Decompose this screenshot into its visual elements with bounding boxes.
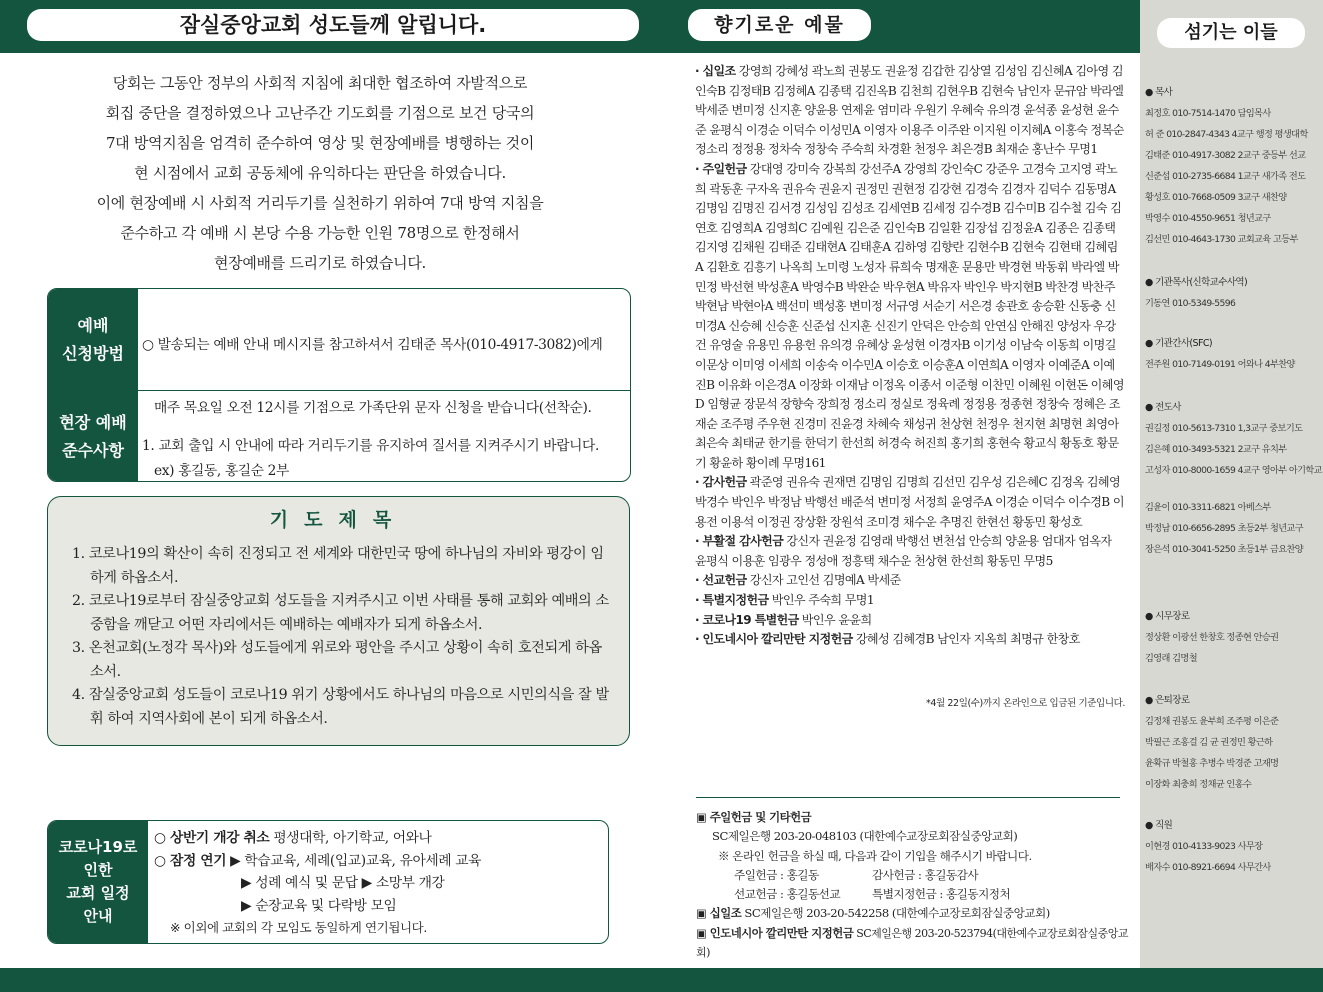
intro-line: 현 시점에서 교회 공동체에 유익하다는 판단을 하였습니다. [134, 164, 506, 182]
sunday-label: · 주일헌금 [695, 161, 747, 176]
corona-note: ※ 이외에 교회의 각 모임도 동일하게 연기됩니다. [170, 920, 427, 935]
staff-entry: 장은석 010-3041-5250 초등1부 금요찬양 [1145, 544, 1304, 555]
staff-entry: 이현경 010-4133-9023 사무장 [1145, 841, 1263, 852]
sfc-heading: ● 기관간사(SFC) [1145, 338, 1212, 349]
staff-entry: 권길정 010-5613-7310 1,3교구 중보기도 [1145, 423, 1303, 434]
sunday-acct: SC제일은행 203-20-048103 (대한예수교장로회잠실중앙교회) [712, 829, 1018, 844]
rules-label [48, 390, 138, 482]
staff-entry: 정상환 이광선 한창호 정종현 안승권 [1145, 632, 1279, 643]
staff-entry: 윤확규 박철홍 추병수 박경준 고재명 [1145, 758, 1279, 769]
staff-entry: 신준섭 010-2735-6684 1교구 새가족 전도 [1145, 171, 1306, 182]
intro-line: 준수하고 각 예배 시 본당 수용 가능한 인원 78명으로 한정해서 [120, 224, 520, 242]
example-1b: 감사헌금 : 홍길동감사 [872, 867, 979, 882]
rules-line: 1. 교회 출입 시 안내에 따라 거리두기를 유지하여 질서를 지켜주시기 바랍니다. [142, 438, 599, 454]
pastors-heading: ● 목사 [1145, 87, 1173, 98]
tithe-label: · 십일조 [695, 64, 736, 78]
staff-entry: 기동연 010-5349-5596 [1145, 298, 1236, 309]
elders-section [1145, 608, 1321, 669]
office-section [1145, 817, 1321, 878]
staff-entry: 김영래 김명철 [1145, 653, 1197, 664]
example-2b: 특별지정헌금 : 홍길동지정처 [872, 887, 1011, 902]
corona-label-l1: 코로나19로 [58, 838, 138, 856]
accounts-divider [696, 797, 1120, 798]
offering-title: 향기로운 예물 [688, 9, 871, 41]
corona-schedule-box [47, 820, 609, 944]
office-heading: ● 직원 [1145, 820, 1173, 831]
thanks-label: · 감사헌금 [695, 475, 747, 490]
signup-label-l2: 신청방법 [62, 343, 124, 363]
easter-label: · 부활절 감사헌금 [695, 534, 784, 549]
staff-entry: 김은혜 010-3493-5321 2교구 유치부 [1145, 444, 1287, 455]
offering-list [695, 62, 1125, 650]
notice-intro [60, 68, 580, 278]
covid-names: 박인우 윤윤희 [798, 612, 872, 627]
staff-entry: 김윤이 010-3311-6821 아베스부 [1145, 502, 1271, 513]
offering-covid [695, 611, 1125, 631]
postpone-items-3: ▶ 순장교육 및 다락방 모임 [241, 897, 397, 914]
intro-line: 7대 방역지침을 엄격히 준수하여 영상 및 현장예배를 병행하는 것이 [105, 134, 535, 152]
prayer-box [47, 496, 630, 746]
tithe-acct-label: ▣ 십일조 [696, 906, 742, 921]
easter-names: 강신자 권윤정 김영래 박행선 변천섭 안승희 양윤용 엄대자 엄옥자 윤평식 이용훈 임광우 정성애 정흥택 채수운 천상현 한선희 황동민 무명5 [695, 534, 1112, 568]
offering-tithe [695, 62, 1125, 160]
cancel-label: ○ 상반기 개강 취소 [154, 830, 270, 846]
online-note: ※ 온라인 헌금을 하실 때, 다음과 같이 기입을 해주시기 바랍니다. [718, 848, 1032, 863]
mission-label: · 선교헌금 [695, 573, 747, 588]
indo-acct: SC제일은행 203-20-523794(대한예수교장로회잠실중앙교회) [696, 926, 1129, 960]
inst-section [1145, 274, 1321, 314]
staff-spacer [1145, 481, 1321, 497]
offering-sunday [695, 160, 1125, 474]
signup-line: 매주 목요일 오전 12시를 기점으로 가족단위 문자 신청을 받습니다(선착순). [142, 400, 592, 416]
pastors-section [1145, 84, 1321, 250]
special-label: · 특별지정헌금 [695, 593, 769, 608]
staff-entry: 최정호 010-7514-1470 담임목사 [1145, 108, 1271, 119]
staff-entry: 박영수 010-4550-9651 청년교구 [1145, 213, 1271, 224]
signup-label [48, 289, 138, 390]
corona-label-l4: 안내 [83, 907, 113, 925]
staff-entry: 김선민 010-4643-1730 교회교육 고등부 [1145, 234, 1298, 245]
indo-acct-label: ▣ 인도네시아 깔리만탄 지정헌금 [696, 925, 854, 940]
signup-line: ○ 발송되는 예배 안내 메시지를 참고하셔서 김태준 목사(010-4917-3082)에게 [142, 337, 603, 353]
inst-heading: ● 기관목사(신학교수사역) [1145, 277, 1248, 288]
prayer-item: 3. 온천교회(노정각 목사)와 성도들에게 위로와 평안을 주시고 상황이 속히 호전되게 하옵소서. [72, 640, 602, 680]
offering-mission [695, 571, 1125, 591]
corona-content [148, 827, 604, 940]
retired-heading: ● 은퇴장로 [1145, 695, 1190, 706]
intro-line: 당회는 그동안 정부의 사회적 지침에 최대한 협조하여 자발적으로 [112, 74, 528, 92]
prayer-item: 1. 코로나19의 확산이 속히 진정되고 전 세계와 대한민국 땅에 하나님의 자비와 평강이 임하게 하옵소서. [72, 546, 604, 586]
indo-label: · 인도네시아 깔리만탄 지정헌금 [695, 632, 853, 647]
indo-names: 강혜성 김혜경B 남인자 지옥희 최명규 한창호 [852, 632, 1080, 647]
offering-special [695, 591, 1125, 611]
staff-entry: 이장화 최충희 정채균 인홍수 [1145, 779, 1252, 790]
rules-content [138, 394, 624, 482]
sfc-section [1145, 335, 1321, 375]
intro-line: 회집 중단을 결정하였으나 고난주간 기도회를 기점으로 보건 당국의 [105, 104, 535, 122]
staff-entry: 고성자 010-8000-1659 4교구 영아부 아기학교 [1145, 465, 1322, 476]
offering-easter [695, 532, 1125, 571]
sunday-names: 강대영 강미숙 강복희 강선주A 강영희 강인숙C 강준우 고경숙 고지영 곽노희 곽동훈 구자옥 권유숙 권윤지 권정민 권현정 김강현 김경숙 김경자 김덕수 김동명A 김명임 김명진 김서경 김성임 김성조 김세연B 김세정 김수경B 김수미B 김수철 김숙 김연호 김영희A 김영희C 김예원 김은준 김인숙B 김일환 김장섭 김정윤A 김종은 김종택 김지영 김채원 김태준 김태현A 김태훈A 김하영 김향란 김현수B 김현숙 김현태 김혜림A 김환호 김흥기 나옥희 노미령 노성자 류희숙 명재훈 문용만 박경현 박동휘 박라엘 박민정 박선현 박성훈A 박영수B 박완순 박우현A 박유자 박인우 박지현B 박찬경 박찬주 박현남 박현아A 백선미 백성홍 변미정 서규영 서순기 서은경 송관호 송승환 신동충 신미경A 신승혜 신승훈 신준섭 신지훈 신진기 안덕은 안승희 안연심 안해진 양성자 우강건 유영술 유용민 유용헌 유의경 유혜상 윤성현 이경자B 이기성 이남숙 이동희 이명길 이문상 이미영 이세희 이송숙 이수민A 이승호 이승훈A 이연희A 이영자 이예준A 이예진B 이유화 이은경A 이장화 이재남 이정옥 이종서 이준형 이찬민 이혜원 이현돈 이혜영D 임형균 장문석 장향숙 장희정 정소리 정실로 정육례 정정용 정종현 정창숙 정혜은 조재순 조주평 주우현 진경미 진윤경 차혜숙 채성귀 천상현 천정우 천지현 최명현 최영아 최은숙 최태균 한기를 한덕기 한선희 허경숙 허진희 홍기희 홍현숙 황교식 황동호 황문기 황윤하 황이례 무명161 [695, 161, 1124, 470]
staff-entry: 김태준 010-4917-3082 2교구 중등부 선교 [1145, 150, 1306, 161]
rules-row [48, 390, 630, 482]
evang-heading: ● 전도사 [1145, 402, 1181, 413]
staff-entry: 허 준 010-2847-4343 4교구 행정 평생대학 [1145, 129, 1308, 140]
elders-heading: ● 시무장로 [1145, 611, 1190, 622]
staff-entry: 김정채 권봉도 윤부희 조주평 이은준 [1145, 716, 1279, 727]
mission-names: 강신자 고인선 김명예A 박세준 [746, 573, 901, 588]
corona-label-l3: 교회 일정 [66, 884, 130, 902]
tithe-acct: SC제일은행 203-20-542258 (대한예수교장로회잠실중앙교회) [741, 906, 1050, 921]
staff-entry: 황성호 010-7668-0509 3교구 새찬양 [1145, 192, 1287, 203]
postpone-items-1: ▶ 학습교육, 세례(입교)교육, 유아세례 교육 [226, 852, 482, 869]
retired-section [1145, 692, 1321, 795]
staff-entry: 배자수 010-8921-6694 사무간사 [1145, 862, 1271, 873]
staff-title: 섬기는 이들 [1157, 18, 1305, 48]
tithe-names: 강영희 강혜성 곽노희 권봉도 권윤정 김갑한 김상열 김성임 김신혜A 김아영 김인숙B 김정태B 김정혜A 김종택 김진옥B 김천희 김현우B 김현숙 남인자 문규암 박라엘 박세준 변미정 신지훈 양윤용 연제윤 염미라 우원기 우혜숙 유의경 윤석종 윤성현 윤수준 윤평식 이경순 이덕수 이성민A 이영자 이용주 이주완 이지원 이지혜A 이홍숙 정복순 정소리 정정용 정차숙 정창숙 주숙희 차경환 천정우 최은경B 최재순 홍난수 무명1 [695, 64, 1124, 157]
prayer-item: 2. 코로나19로부터 잠실중앙교회 성도들을 지켜주시고 이번 사태를 통해 교회와 예배의 소중함을 깨닫고 어떤 자리에서든 예배하는 예배자가 되게 하옵소서. [72, 593, 609, 633]
intro-line: 현장예배를 드리기로 하였습니다. [213, 254, 427, 272]
special-names: 박인우 주숙희 무명1 [768, 593, 874, 608]
cancel-items: 평생대학, 아기학교, 어와나 [269, 830, 432, 846]
rules-label-l1: 현장 예배 [59, 412, 127, 432]
example-1a: 주일헌금 : 홍길동 [734, 867, 819, 882]
prayer-title: 기도제목 [269, 509, 408, 531]
offering-thanks [695, 473, 1125, 532]
signup-label-l1: 예배 [77, 315, 109, 335]
sunday-acct-label: ▣ 주일헌금 및 기타헌금 [696, 810, 812, 824]
prayer-list [72, 543, 609, 731]
intro-line: 이에 현장예배 시 사회적 거리두기를 실천하기 위하여 7대 방역 지침을 [96, 194, 544, 212]
notice-title: 잠실중앙교회 성도들께 알립니다. [27, 9, 639, 41]
staff-entry: 박정남 010-6656-2895 초등2부 청년교구 [1145, 523, 1304, 534]
prayer-item: 4. 잠실중앙교회 성도들이 코로나19 위기 상황에서도 하나님의 마음으로 시민의식을 잘 발휘 하여 지역사회에 본이 되게 하옵소서. [72, 687, 609, 727]
evang-section [1145, 399, 1321, 560]
postpone-items-2: ▶ 성례 예식 및 문답 ▶ 소망부 개강 [241, 875, 445, 891]
offering-indo [695, 630, 1125, 650]
signup-line: ex) 홍길동, 홍길순 2부 [142, 463, 289, 479]
corona-label [48, 821, 148, 943]
rules-label-l2: 준수사항 [62, 440, 124, 460]
worship-info-box [47, 288, 631, 482]
bottom-banner [0, 968, 1323, 992]
thanks-names: 곽준영 권유숙 권재면 김명임 김명희 김선민 김우성 김은혜C 김정옥 김혜영 박경수 박인우 박정남 박행선 배준석 변미정 서정희 윤영주A 이경순 이덕수 이수경B 이용전 이용석 이정권 장상환 장원석 조미경 채수운 추명진 한현선 황동민 황성호 [695, 475, 1124, 529]
staff-entry: 박필근 조홍걸 김 균 권정민 황근하 [1145, 737, 1273, 748]
staff-entry: 전주원 010-7149-0191 어와나 4부찬양 [1145, 359, 1295, 370]
covid-label: · 코로나19 특별헌금 [695, 612, 799, 627]
postpone-label: ○ 잠정 연기 [154, 852, 227, 869]
accounts-info [696, 808, 1128, 962]
offering-note: *4월 22일(수)까지 온라인으로 입금된 기준입니다. [926, 698, 1125, 709]
example-2a: 선교헌금 : 홍길동선교 [734, 887, 841, 902]
corona-label-l2: 인한 [83, 861, 113, 879]
